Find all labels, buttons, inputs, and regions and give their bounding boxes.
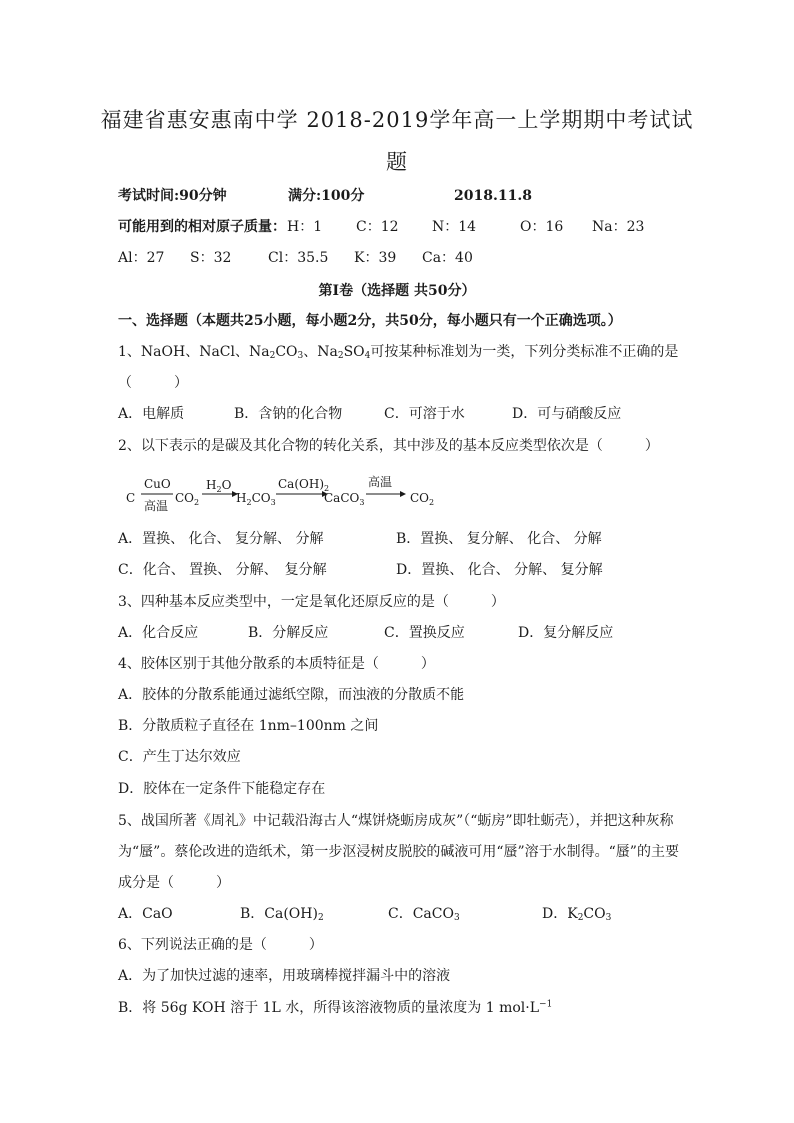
q2-option-b[interactable]: B．置换、 复分解、 化合、 分解: [396, 531, 602, 547]
chain-caco3: CaCO$_3$: [324, 491, 365, 507]
atomic-mass-item: Al：27: [118, 250, 165, 266]
q3-option-d[interactable]: D．复分解反应: [518, 625, 614, 641]
q5-option-c[interactable]: C．CaCO$_3$: [388, 906, 460, 923]
q1-option-b[interactable]: B．含钠的化合物: [234, 406, 343, 422]
question-1-bracket: （ ）: [118, 375, 188, 391]
chain-h2o: $H_2O$: [206, 478, 232, 494]
q6-option-a[interactable]: A．为了加快过滤的速率，用玻璃棒搅拌漏斗中的溶液: [118, 968, 451, 984]
q5-option-b[interactable]: B．$Ca(OH)_2$: [240, 906, 324, 923]
volume-heading: 第Ⅰ卷（选择题 共50分）: [318, 283, 476, 299]
q5-option-d[interactable]: D．$K_2CO_3$: [542, 906, 612, 923]
question-1-stem: 1、NaOH、NaCl、$Na_2CO_3$、$Na_2SO_4$可按某种标准划为一类，下列分类标准不正确的是: [118, 344, 679, 361]
section-heading: 一、选择题（本题共25小题，每小题2分，共50分，每小题只有一个正确选项。）: [118, 313, 622, 329]
chain-co2-2: $CO_2$: [410, 491, 435, 507]
q1-option-c[interactable]: C．可溶于水: [384, 406, 465, 422]
chain-high-temp-2: 高温: [368, 475, 393, 489]
q3-option-b[interactable]: B．分解反应: [248, 625, 329, 641]
q5-option-a[interactable]: A．CaO: [118, 906, 173, 922]
q4-option-b[interactable]: B．分散质粒子直径在 1nm–100nm 之间: [118, 718, 379, 734]
page-title: 福建省惠安惠南中学 2018-2019学年高一上学期期中考试试: [100, 108, 694, 132]
exam-time: 考试时间:90分钟: [118, 188, 227, 204]
question-5-stem-line1: 5、战国所著《周礼》中记载沿海古人“煤饼烧蛎房成灰”（“蛎房”即牡蛎壳），并把这种灰称: [118, 813, 674, 829]
reaction-chain-diagram: [118, 474, 458, 518]
q2-option-a[interactable]: A．置换、 化合、 复分解、 分解: [118, 531, 324, 547]
chain-caoh2: $Ca(OH)_2$: [278, 477, 330, 493]
question-4-stem: 4、胶体区别于其他分散系的本质特征是（ ）: [118, 656, 435, 672]
atomic-mass-item: O：16: [520, 219, 564, 235]
q6-option-b[interactable]: B．将 56g KOH 溶于 1L 水，所得该溶液物质的量浓度为 1 $mol\cdot L^{-1}$: [118, 999, 553, 1016]
atomic-mass-item: H：1: [287, 219, 323, 235]
atomic-mass-item: Na：23: [592, 219, 645, 235]
atomic-mass-item: S：32: [190, 250, 232, 266]
q1-option-a[interactable]: A．电解质: [118, 406, 185, 422]
exam-date: 2018.11.8: [454, 188, 532, 204]
question-3-stem: 3、四种基本反应类型中，一定是氧化还原反应的是（ ）: [118, 594, 505, 610]
q4-option-c[interactable]: C．产生丁达尔效应: [118, 749, 241, 765]
question-5-stem-line2: 为“蜃”。蔡伦改进的造纸术，第一步沤浸树皮脱胶的碱液可用“蜃”溶于水制得。“蜃”的主要: [118, 844, 679, 860]
chain-high-temp-1: 高温: [144, 499, 169, 513]
exam-score: 满分:100分: [288, 188, 365, 204]
q2-option-d[interactable]: D．置换、 化合、 分解、 复分解: [396, 562, 603, 578]
question-5-stem-line3: 成分是（ ）: [118, 875, 230, 891]
atomic-mass-item: N：14: [432, 219, 477, 235]
q2-option-c[interactable]: C．化合、 置换、 分解、 复分解: [118, 562, 327, 578]
q4-option-d[interactable]: D．胶体在一定条件下能稳定存在: [118, 781, 326, 797]
question-6-stem: 6、下列说法正确的是（ ）: [118, 937, 323, 953]
q1-option-d[interactable]: D．可与硝酸反应: [512, 406, 622, 422]
question-2-stem: 2、以下表示的是碳及其化合物的转化关系，其中涉及的基本反应类型依次是（ ）: [118, 438, 659, 454]
page-title-continued: 题: [386, 150, 408, 174]
atomic-mass-item: Cl：35.5: [268, 250, 329, 266]
atomic-mass-label: 可能用到的相对原子质量：: [118, 219, 286, 235]
q4-option-a[interactable]: A．胶体的分散系能通过滤纸空隙，而浊液的分散质不能: [118, 687, 465, 703]
atomic-mass-item: C：12: [356, 219, 399, 235]
chain-co2-1: $CO_2$: [175, 491, 200, 507]
atomic-mass-item: Ca：40: [422, 250, 473, 266]
chain-cuo: CuO: [144, 477, 171, 491]
q3-option-c[interactable]: C．置换反应: [384, 625, 465, 641]
chain-c: C: [126, 491, 136, 505]
q3-option-a[interactable]: A．化合反应: [118, 625, 199, 641]
atomic-mass-item: K：39: [354, 250, 397, 266]
chain-arrowhead-4: [400, 491, 406, 497]
chain-h2co3: $H_2CO_3$: [236, 491, 276, 507]
